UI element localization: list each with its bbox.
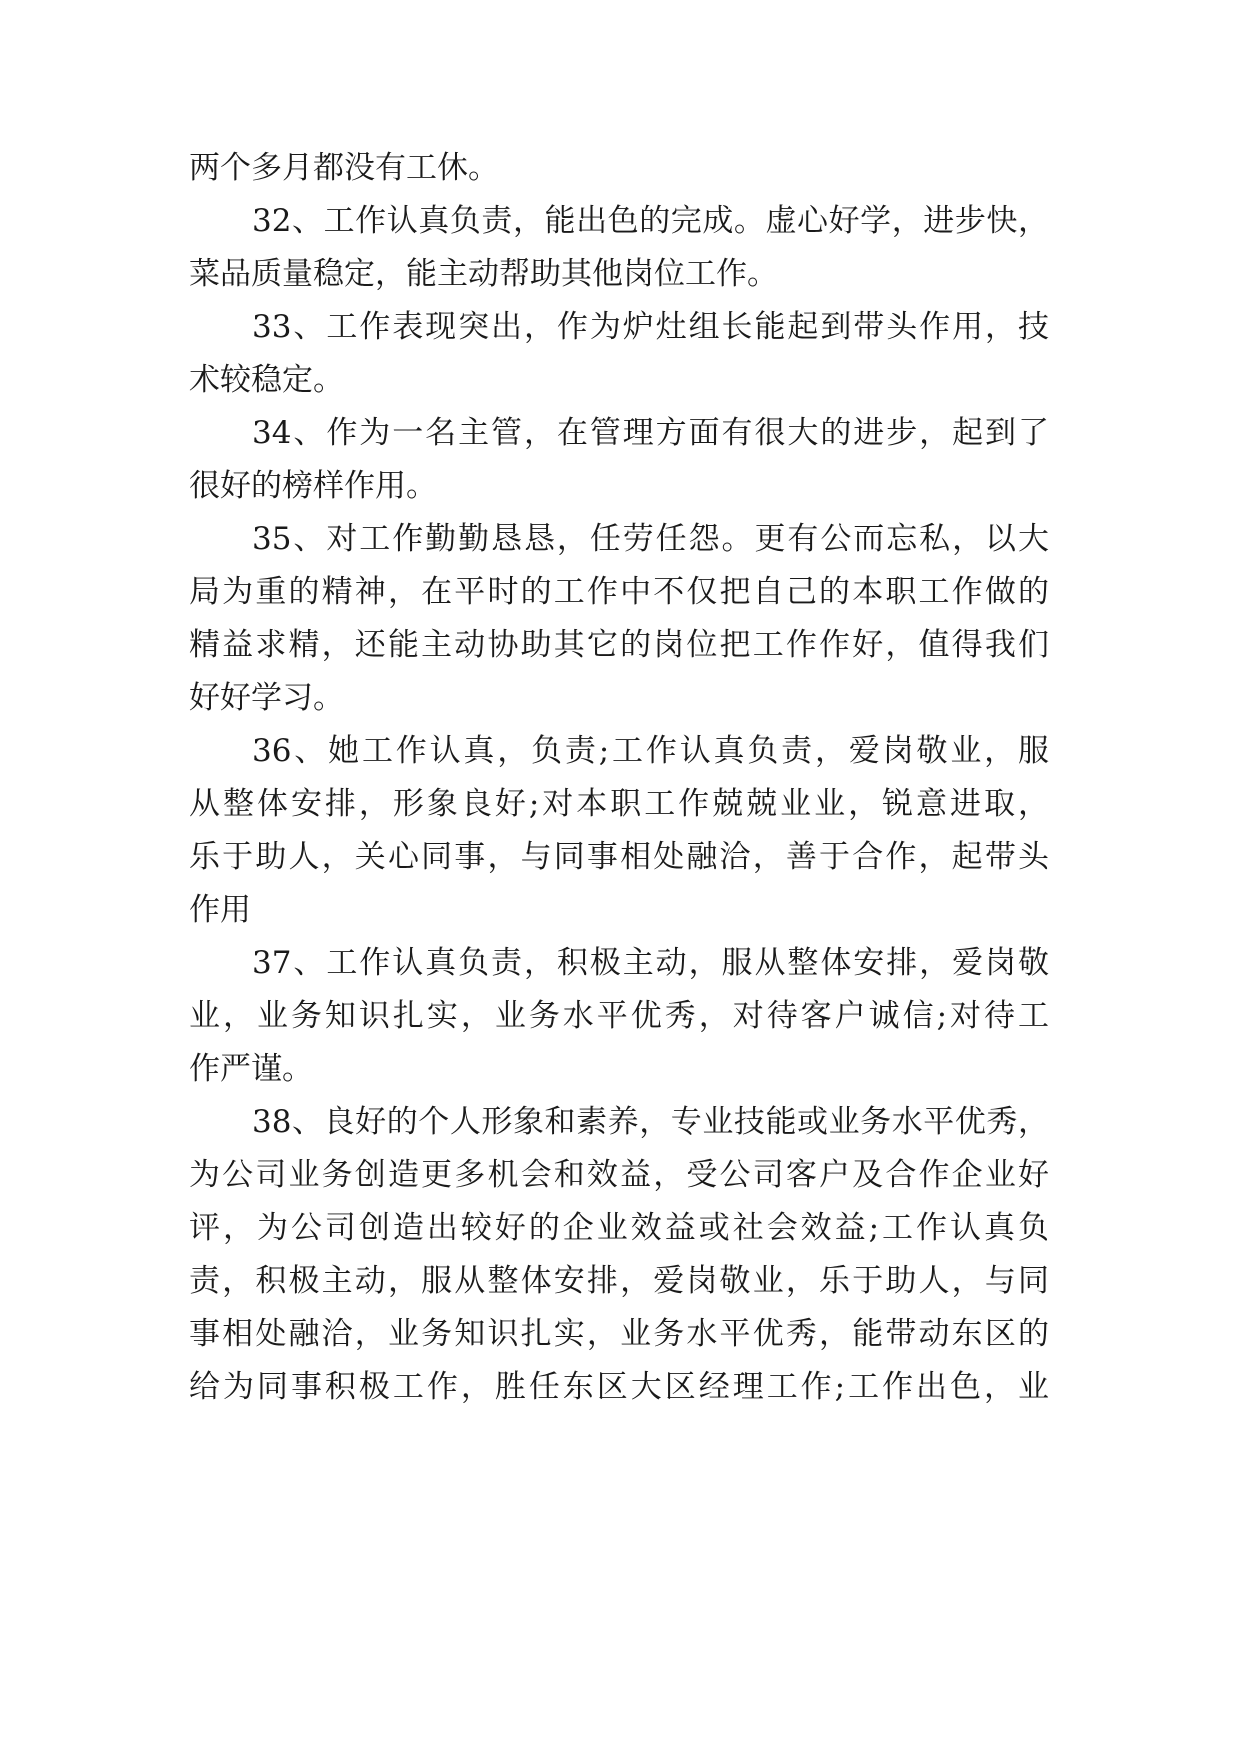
text-line: 为公司业务创造更多机会和效益，受公司客户及合作企业好 (189, 1157, 1049, 1193)
text-line: 事相处融洽，业务知识扎实，业务水平优秀，能带动东区的 (189, 1316, 1049, 1352)
text-line: 业，业务知识扎实，业务水平优秀，对待客户诚信;对待工 (189, 998, 1049, 1034)
text-line: 菜品质量稳定，能主动帮助其他岗位工作。 (189, 256, 778, 292)
text-line: 精益求精，还能主动协助其它的岗位把工作作好，值得我们 (189, 627, 1049, 663)
text-line: 评，为公司创造出较好的企业效益或社会效益;工作认真负 (189, 1210, 1049, 1246)
text-line: 给为同事积极工作，胜任东区大区经理工作;工作出色，业 (189, 1369, 1049, 1405)
text-line: 32、工作认真负责，能出色的完成。虚心好学，进步快， (252, 203, 1049, 239)
text-line: 34、作为一名主管，在管理方面有很大的进步，起到了 (252, 415, 1049, 451)
text-line: 两个多月都没有工休。 (189, 150, 499, 186)
text-line: 责，积极主动，服从整体安排，爱岗敬业，乐于助人，与同 (189, 1263, 1049, 1299)
text-line: 术较稳定。 (189, 362, 344, 398)
text-line: 38、良好的个人形象和素养，专业技能或业务水平优秀， (252, 1104, 1049, 1140)
text-line: 37、工作认真负责，积极主动，服从整体安排，爱岗敬 (252, 945, 1049, 981)
text-line: 局为重的精神，在平时的工作中不仅把自己的本职工作做的 (189, 574, 1049, 610)
text-line: 36、她工作认真，负责;工作认真负责，爱岗敬业，服 (252, 733, 1049, 769)
text-line: 35、对工作勤勤恳恳，任劳任怨。更有公而忘私，以大 (252, 521, 1049, 557)
text-line: 很好的榜样作用。 (189, 468, 437, 504)
text-line: 33、工作表现突出，作为炉灶组长能起到带头作用，技 (252, 309, 1049, 345)
text-line: 作用 (189, 892, 251, 928)
text-line: 从整体安排，形象良好;对本职工作兢兢业业，锐意进取， (189, 786, 1049, 822)
text-line: 好好学习。 (189, 680, 344, 716)
text-line: 乐于助人，关心同事，与同事相处融洽，善于合作，起带头 (189, 839, 1049, 875)
text-line: 作严谨。 (189, 1051, 313, 1087)
